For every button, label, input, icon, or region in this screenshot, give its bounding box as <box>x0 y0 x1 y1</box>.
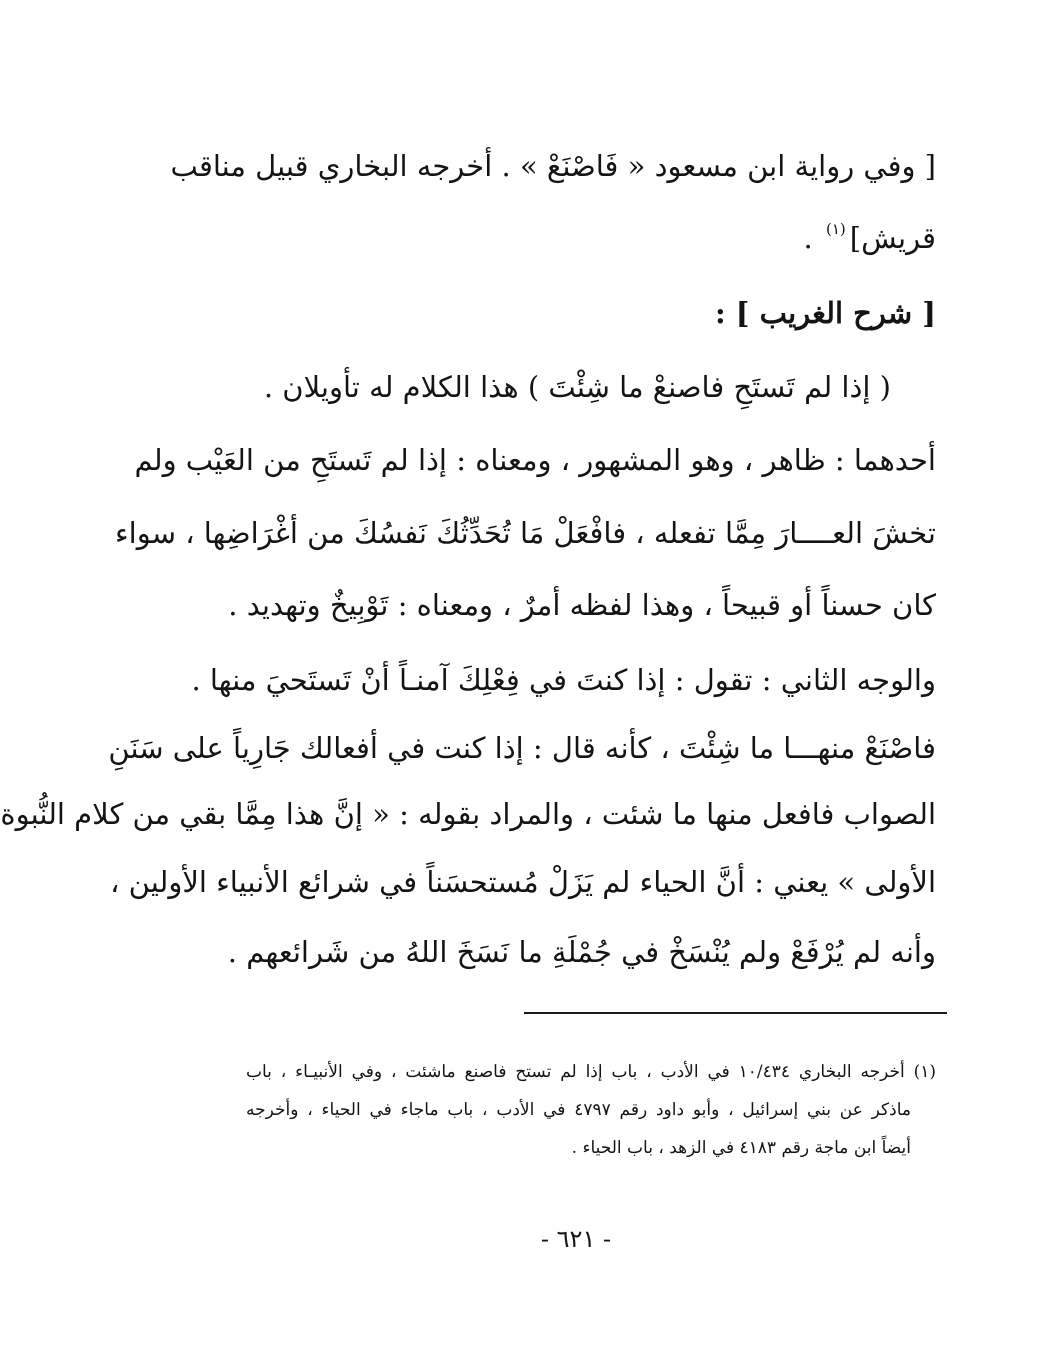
second-meaning-line-2: فاصْنَعْ منهـــا ما شِئْتَ ، كأنه قال : إذا كنت في أفعالك جَارِياً على سَنَنِ <box>108 731 936 765</box>
heading-text: شرح الغريب <box>759 296 913 330</box>
heading-open-bracket: [ <box>922 296 936 330</box>
heading-close-bracket: ] : <box>714 296 750 330</box>
narration-line-1: [ وفي رواية ابن مسعود « فَاصْنَعْ » . أخرجه البخاري قبيل مناقب <box>170 149 936 183</box>
first-meaning-line-1: أحدهما : ظاهر ، وهو المشهور ، ومعناه : إذا لم تَستَحِ من العَيْب ولم <box>134 443 936 477</box>
footnote-line-1: (١) أخرجه البخاري ١٠/٤٣٤ في الأدب ، باب إذا لم تستح فاصنع ماشئت ، وفي الأنبيـاء ، باب <box>246 1062 936 1082</box>
second-meaning-line-4: الأولى » يعني : أنَّ الحياء لم يَزَلْ مُستحسَناً في شرائع الأنبياء الأولين ، <box>110 865 936 899</box>
footnote-reference[interactable]: (١) <box>825 220 846 238</box>
second-meaning-line-5: وأنه لم يُرْفَعْ ولم يُنْسَخْ في جُمْلَةِ ما نَسَخَ اللهُ من شَرائعهم . <box>227 935 936 969</box>
narration-line-2 <box>246 218 936 262</box>
narration-line-2-end: . <box>803 221 813 255</box>
footnote-line-2: ماذكر عن بني إسرائيل ، وأبو داود رقم ٤٧٩٧ في الأدب ، باب ماجاء في الحياء ، وأخرجه <box>246 1100 912 1120</box>
second-meaning-line-1: والوجه الثاني : تقول : إذا كنتَ في فِعْلِكَ آمنـاً أنْ تَستَحيَ منها . <box>191 663 936 697</box>
footnote-line-3: أيضاً ابن ماجة رقم ٤١٨٣ في الزهد ، باب الحياء . <box>571 1138 911 1158</box>
quote-line: ( إذا لم تَستَحِ فاصنعْ ما شِئْتَ ) هذا الكلام له تأويلان . <box>263 370 891 404</box>
narration-line-2-text: قريش] <box>849 221 936 255</box>
page-number: - ٦٢١ - <box>540 1225 612 1253</box>
first-meaning-line-3: كان حسناً أو قبيحاً ، وهذا لفظه أمرٌ ، ومعناه : تَوْبِيخٌ وتهديد . <box>228 588 936 622</box>
first-meaning-line-2: تخشَ العــــارَ مِمَّا تفعله ، فافْعَلْ مَا تُحَدِّثُكَ نَفسُكَ من أغْرَاضِها ، سواء <box>115 516 936 550</box>
second-meaning-line-3: الصواب فافعل منها ما شئت ، والمراد بقوله : « إنَّ هذا مِمَّا بقي من كلام النُّبوة <box>0 797 936 831</box>
footnote-separator <box>524 1012 947 1014</box>
section-heading <box>246 293 936 337</box>
